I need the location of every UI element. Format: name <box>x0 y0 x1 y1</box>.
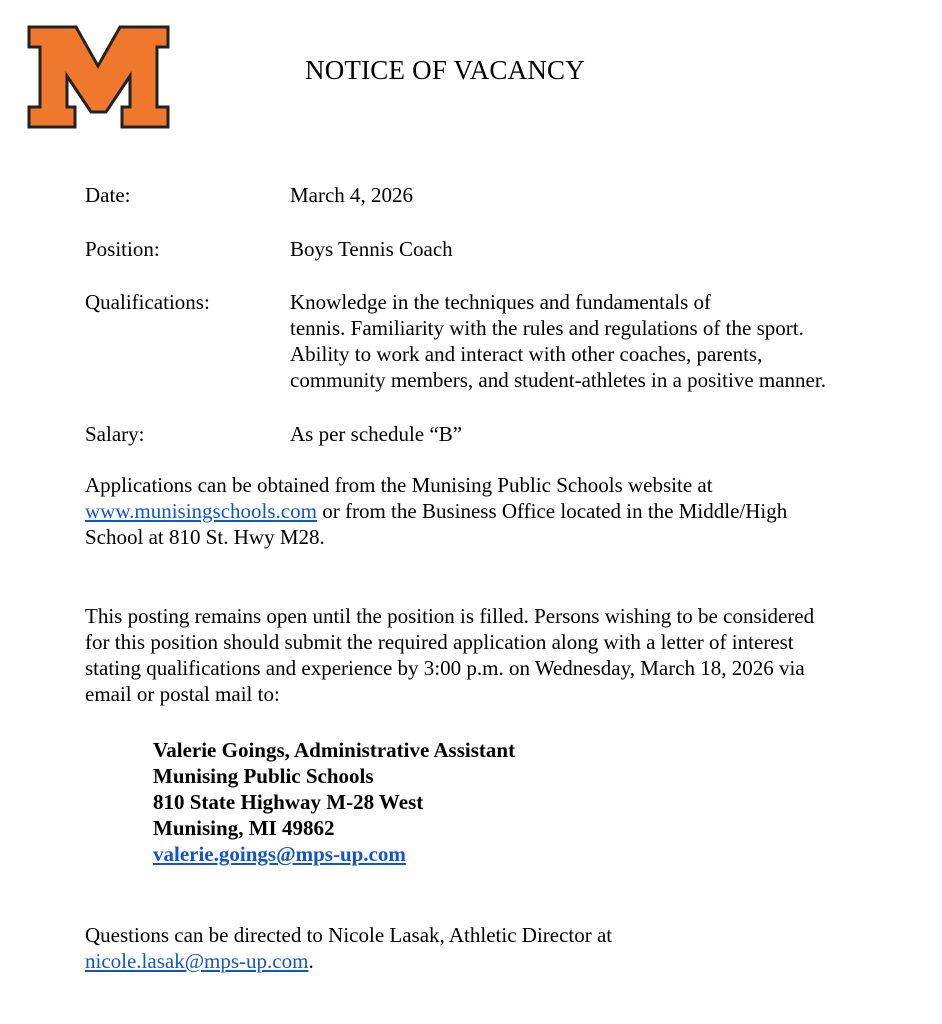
logo-m-shape <box>29 27 168 127</box>
applications-paragraph <box>85 472 895 550</box>
mailing-address <box>153 737 515 867</box>
applications-line-rest: or from the Business Office located in the Middle/High <box>316 499 788 523</box>
posting-line: This posting remains open until the position is filled. Persons wishing to be considered <box>85 604 815 628</box>
contact-email-link[interactable]: valerie.goings@mps-up.com <box>153 842 406 866</box>
applications-line: School at 810 St. Hwy M28. <box>85 525 325 549</box>
athletic-director-email-link[interactable]: nicole.lasak@mps-up.com <box>85 949 309 973</box>
date-label: Date: <box>85 183 131 207</box>
questions-line <box>85 948 895 974</box>
address-city-state-zip: Munising, MI 49862 <box>153 816 335 840</box>
questions-suffix: . <box>308 949 314 973</box>
posting-line: stating qualifications and experience by 3:00 p.m. on Wednesday, March 18, 2026 via <box>85 656 805 680</box>
school-logo <box>26 24 171 130</box>
address-street: 810 State Highway M-28 West <box>153 790 424 814</box>
qualifications-label: Qualifications: <box>85 290 210 314</box>
questions-line: Questions can be directed to Nicole Lasak, Athletic Director at <box>85 923 613 947</box>
applications-line <box>85 498 895 524</box>
address-email-line <box>153 841 515 867</box>
date-value: March 4, 2026 <box>290 183 414 207</box>
applications-line: Applications can be obtained from the Munising Public Schools website at <box>85 473 713 497</box>
address-organization: Munising Public Schools <box>153 764 374 788</box>
salary-value: As per schedule “B” <box>290 422 463 446</box>
qualifications-line: Ability to work and interact with other coaches, parents, <box>290 342 763 366</box>
qualifications-line: Knowledge in the techniques and fundamentals of <box>290 290 712 314</box>
posting-paragraph <box>85 603 895 707</box>
page-title: NOTICE OF VACANCY <box>305 55 585 85</box>
posting-line: email or postal mail to: <box>85 682 280 706</box>
qualifications-value <box>290 289 826 393</box>
website-link[interactable]: www.munisingschools.com <box>85 499 317 523</box>
qualifications-line: tennis. Familiarity with the rules and regulations of the sport. <box>290 316 804 340</box>
questions-paragraph <box>85 922 895 974</box>
position-label: Position: <box>85 237 160 261</box>
salary-label: Salary: <box>85 422 145 446</box>
address-name-title: Valerie Goings, Administrative Assistant <box>153 738 516 762</box>
posting-line: for this position should submit the required application along with a letter of interest <box>85 630 794 654</box>
position-value: Boys Tennis Coach <box>290 237 453 261</box>
qualifications-line: community members, and student-athletes in a positive manner. <box>290 368 826 392</box>
